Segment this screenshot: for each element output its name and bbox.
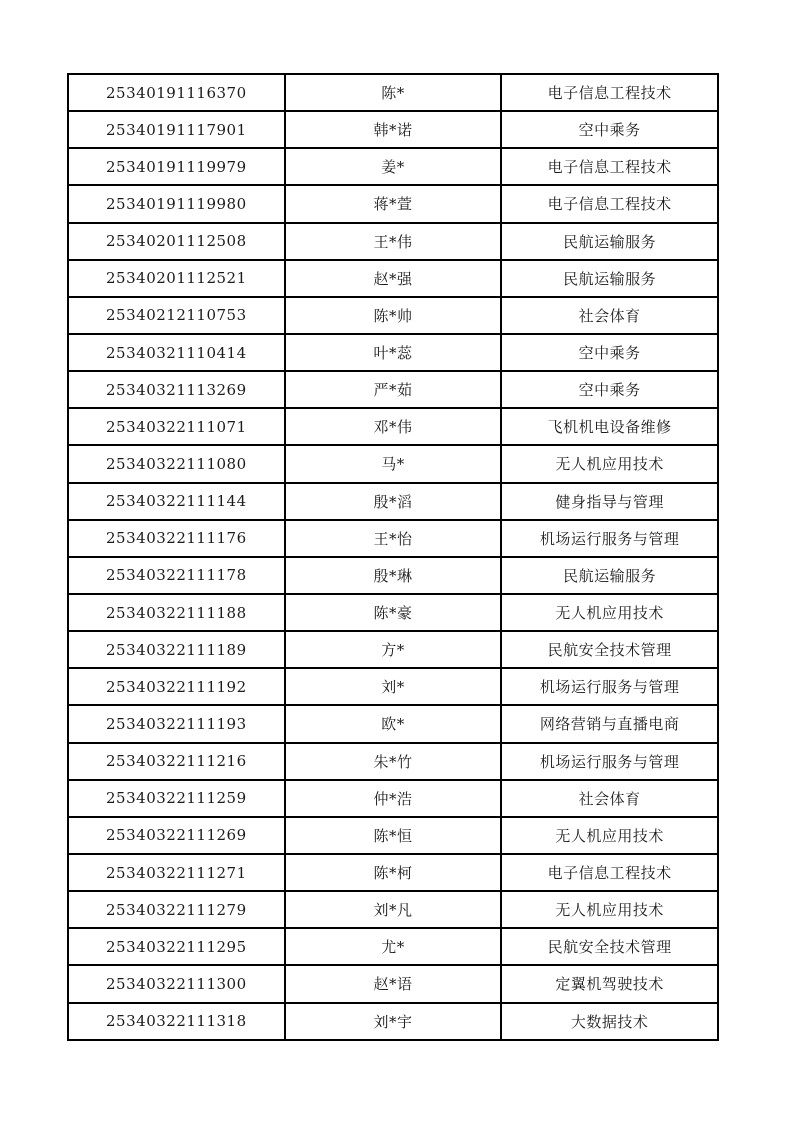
major-cell: 民航安全技术管理 [501,928,718,965]
exam-id-cell: 25340322111188 [68,594,285,631]
table-row [68,185,718,222]
major-cell: 无人机应用技术 [501,445,718,482]
table-row [68,668,718,705]
name-cell: 韩*诺 [285,111,502,148]
exam-id-cell: 25340322111080 [68,445,285,482]
exam-id-cell: 25340201112508 [68,223,285,260]
exam-id-cell: 25340191116370 [68,74,285,111]
exam-id-cell: 25340322111192 [68,668,285,705]
major-cell: 社会体育 [501,780,718,817]
major-cell: 定翼机驾驶技术 [501,965,718,1002]
table-row [68,483,718,520]
name-cell: 殷*滔 [285,483,502,520]
table-row [68,520,718,557]
name-cell: 陈*柯 [285,854,502,891]
table-row [68,854,718,891]
major-cell: 空中乘务 [501,371,718,408]
table-row [68,1003,718,1040]
exam-id-cell: 25340322111216 [68,743,285,780]
table-row [68,260,718,297]
exam-id-cell: 25340322111071 [68,408,285,445]
table-row [68,743,718,780]
table-row [68,594,718,631]
exam-id-cell: 25340201112521 [68,260,285,297]
major-cell: 民航运输服务 [501,557,718,594]
table-body [68,74,718,1040]
exam-id-cell: 25340322111279 [68,891,285,928]
table-row [68,334,718,371]
name-cell: 邓*伟 [285,408,502,445]
exam-id-cell: 25340322111176 [68,520,285,557]
major-cell: 机场运行服务与管理 [501,668,718,705]
major-cell: 电子信息工程技术 [501,148,718,185]
major-cell: 飞机机电设备维修 [501,408,718,445]
major-cell: 无人机应用技术 [501,594,718,631]
exam-id-cell: 25340322111318 [68,1003,285,1040]
major-cell: 无人机应用技术 [501,817,718,854]
major-cell: 无人机应用技术 [501,891,718,928]
name-cell: 刘*凡 [285,891,502,928]
table-row [68,297,718,334]
name-cell: 王*伟 [285,223,502,260]
table-row [68,148,718,185]
table-row [68,223,718,260]
table-row [68,891,718,928]
table-row [68,780,718,817]
table-row [68,74,718,111]
major-cell: 大数据技术 [501,1003,718,1040]
table-row [68,371,718,408]
name-cell: 朱*竹 [285,743,502,780]
table-row [68,631,718,668]
table-row [68,445,718,482]
name-cell: 欧* [285,705,502,742]
major-cell: 电子信息工程技术 [501,185,718,222]
major-cell: 空中乘务 [501,111,718,148]
exam-id-cell: 25340322111193 [68,705,285,742]
name-cell: 赵*强 [285,260,502,297]
table-row [68,817,718,854]
major-cell: 空中乘务 [501,334,718,371]
major-cell: 机场运行服务与管理 [501,743,718,780]
exam-id-cell: 25340322111178 [68,557,285,594]
name-cell: 姜* [285,148,502,185]
student-admissions-table [67,73,719,1041]
name-cell: 刘* [285,668,502,705]
name-cell: 方* [285,631,502,668]
major-cell: 网络营销与直播电商 [501,705,718,742]
name-cell: 陈* [285,74,502,111]
name-cell: 严*茹 [285,371,502,408]
exam-id-cell: 25340321113269 [68,371,285,408]
exam-id-cell: 25340191119979 [68,148,285,185]
name-cell: 陈*恒 [285,817,502,854]
exam-id-cell: 25340322111300 [68,965,285,1002]
exam-id-cell: 25340322111144 [68,483,285,520]
name-cell: 尤* [285,928,502,965]
major-cell: 民航运输服务 [501,223,718,260]
name-cell: 王*怡 [285,520,502,557]
table-row [68,965,718,1002]
exam-id-cell: 25340322111259 [68,780,285,817]
major-cell: 社会体育 [501,297,718,334]
major-cell: 电子信息工程技术 [501,74,718,111]
name-cell: 刘*宇 [285,1003,502,1040]
exam-id-cell: 25340321110414 [68,334,285,371]
table-row [68,111,718,148]
name-cell: 仲*浩 [285,780,502,817]
name-cell: 陈*帅 [285,297,502,334]
exam-id-cell: 25340322111269 [68,817,285,854]
name-cell: 赵*语 [285,965,502,1002]
name-cell: 叶*蕊 [285,334,502,371]
name-cell: 殷*琳 [285,557,502,594]
name-cell: 马* [285,445,502,482]
exam-id-cell: 25340322111295 [68,928,285,965]
major-cell: 健身指导与管理 [501,483,718,520]
table-row [68,557,718,594]
exam-id-cell: 25340191119980 [68,185,285,222]
exam-id-cell: 25340191117901 [68,111,285,148]
exam-id-cell: 25340322111271 [68,854,285,891]
table-row [68,928,718,965]
name-cell: 蒋*萱 [285,185,502,222]
major-cell: 民航安全技术管理 [501,631,718,668]
name-cell: 陈*豪 [285,594,502,631]
major-cell: 机场运行服务与管理 [501,520,718,557]
exam-id-cell: 25340212110753 [68,297,285,334]
major-cell: 电子信息工程技术 [501,854,718,891]
major-cell: 民航运输服务 [501,260,718,297]
table-row [68,408,718,445]
exam-id-cell: 25340322111189 [68,631,285,668]
table-row [68,705,718,742]
